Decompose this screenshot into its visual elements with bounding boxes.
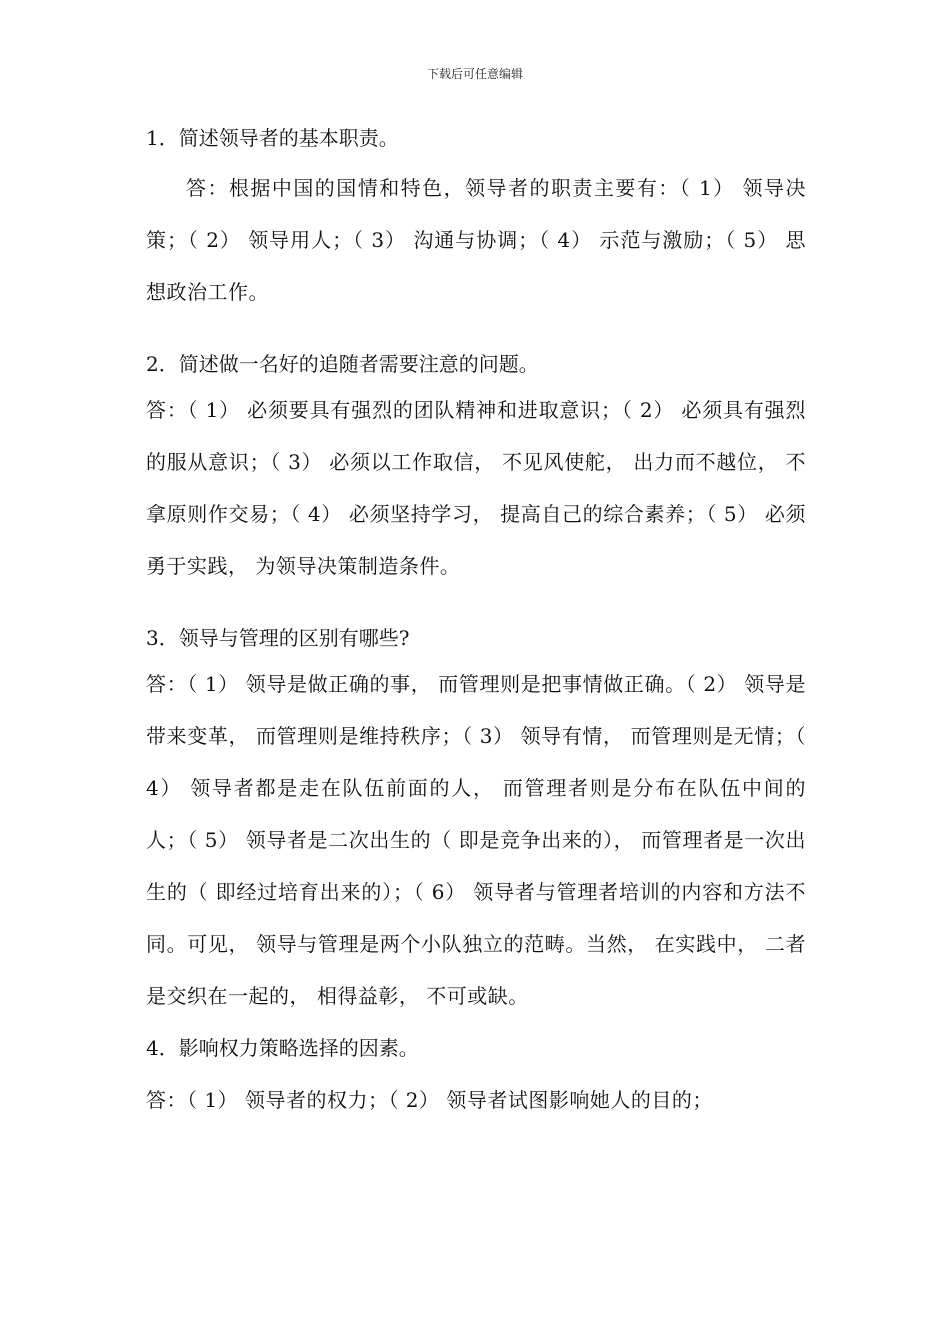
question-4: 4．影响权力策略选择的因素。: [146, 1036, 419, 1060]
question-2: 2．简述做一名好的追随者需要注意的问题。: [146, 352, 539, 376]
answer-1: 答：根据中国的国情和特色，领导者的职责主要有：（ 1） 领导决策；（ 2） 领导用人；（ 3） 沟通与协调；（ 4） 示范与激励；（ 5） 思想政治工作。: [146, 176, 806, 304]
qa-item-3: [146, 618, 806, 1022]
question-1: 1．简述领导者的基本职责。: [146, 126, 399, 150]
answer-4: 答：（ 1） 领导者的权力；（ 2） 领导者试图影响她人的目的；: [146, 1088, 713, 1112]
question-3: 3．领导与管理的区别有哪些?: [146, 626, 410, 650]
qa-item-1: [146, 118, 806, 318]
answer-3: 答：（ 1） 领导是做正确的事， 而管理则是把事情做正确。（ 2） 领导是带来变革， 而管理则是维持秩序；（ 3） 领导有情， 而管理则是无情；（ 4） 领导者都是走在队伍前面的人， 而管理者则是分布在队伍中间的人；（ 5） 领导者是二次出生的（ 即是竞争出来的）， 而管理者是一次出生的（ 即经过培育出来的）；（ 6） 领导者与管理者培训的内容和方法不同。可见， 领导与管理是两个小队独立的范畴。当然， 在实践中， 二者是交织在一起的， 相得益彰， 不可或缺。: [146, 672, 806, 1008]
answer-2: 答：（ 1） 必须要具有强烈的团队精神和进取意识；（ 2） 必须具有强烈的服从意识；（ 3） 必须以工作取信， 不见风使舵， 出力而不越位， 不拿原则作交易；（ 4） 必须坚持学习， 提高自己的综合素养；（ 5） 必须勇于实践， 为领导决策制造条件。: [146, 398, 806, 578]
document-body: [146, 118, 806, 1126]
qa-item-4: [146, 1022, 806, 1126]
page-header: 下载后可任意编辑: [426, 67, 523, 81]
qa-item-2: [146, 344, 806, 592]
